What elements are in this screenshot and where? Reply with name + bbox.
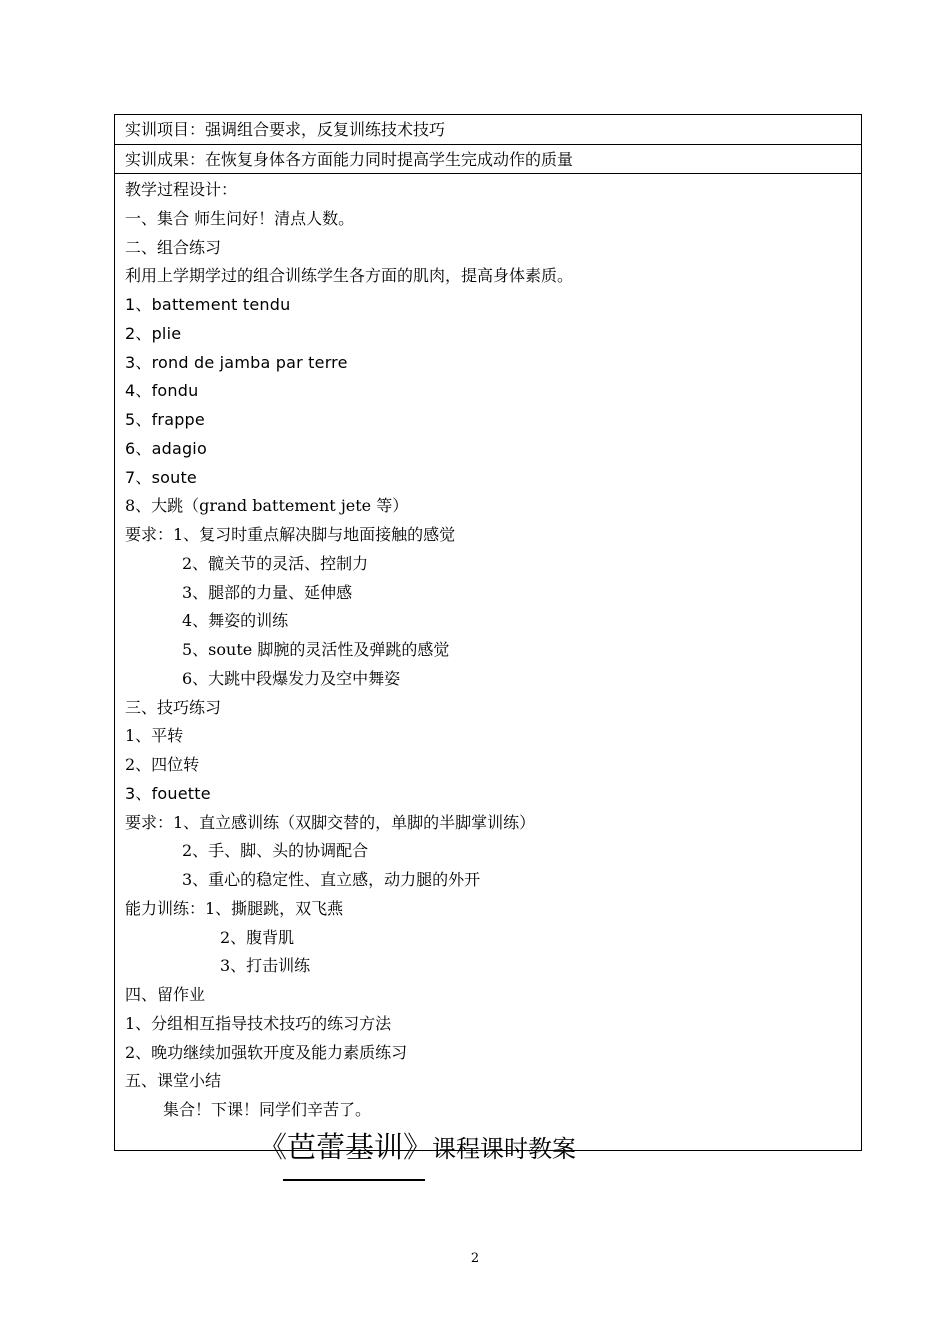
- skill-item: 3、fouette: [125, 783, 211, 803]
- course-subtitle: 课程课时教案: [432, 1135, 577, 1163]
- section-three: 三、技巧练习: [125, 697, 222, 717]
- page-number: 2: [470, 1251, 480, 1266]
- requirement-line: 5、soute 脚腕的灵活性及弹跳的感觉: [182, 640, 450, 659]
- combo-item: 2、plie: [125, 323, 182, 343]
- section-two: 二、组合练习: [125, 237, 222, 257]
- section-four: 四、留作业: [125, 985, 206, 1004]
- course-title-line: [258, 1125, 576, 1166]
- requirement-line: 2、手、脚、头的协调配合: [182, 841, 369, 861]
- lesson-plan-table: [114, 114, 862, 1151]
- skill-item: 1、平转: [125, 726, 184, 746]
- combo-item: 3、rond de jamba par terre: [125, 352, 348, 372]
- requirement-line: 要求：1、复习时重点解决脚与地面接触的感觉: [125, 525, 456, 544]
- homework-item: 2、晚功继续加强软开度及能力素质练习: [125, 1042, 408, 1062]
- process-heading: 教学过程设计：: [125, 180, 238, 199]
- combo-item: 1、battement tendu: [125, 295, 291, 314]
- title-underline: [283, 1179, 425, 1181]
- requirement-line: 3、重心的稳定性、直立感，动力腿的外开: [182, 870, 481, 889]
- homework-item: 1、分组相互指导技术技巧的练习方法: [125, 1013, 392, 1033]
- combo-item: 6、adagio: [125, 438, 207, 458]
- combo-item: 4、fondu: [125, 381, 199, 401]
- section-two-intro: 利用上学期学过的组合训练学生各方面的肌肉，提高身体素质。: [125, 266, 574, 286]
- ability-training-line: 2、腹背肌: [220, 927, 295, 947]
- summary-line: 集合！下课！同学们辛苦了。: [163, 1100, 372, 1119]
- combo-item: 8、大跳（grand battement jete 等）: [125, 496, 409, 516]
- requirement-line: 4、舞姿的训练: [182, 611, 289, 631]
- teaching-process-cell: [125, 176, 851, 1125]
- course-title: 《芭蕾基训》: [258, 1130, 433, 1164]
- section-five: 五、课堂小结: [125, 1071, 222, 1091]
- requirement-line: 6、大跳中段爆发力及空中舞姿: [182, 668, 401, 688]
- training-project-row: 实训项目：强调组合要求，反复训练技术技巧: [115, 115, 861, 145]
- combo-item: 5、frappe: [125, 410, 205, 429]
- combo-item: 7、soute: [125, 467, 197, 487]
- requirement-line: 3、腿部的力量、延伸感: [182, 582, 353, 602]
- ability-training-line: 3、打击训练: [220, 956, 311, 976]
- ability-training-line: 能力训练：1、撕腿跳，双飞燕: [125, 898, 344, 918]
- section-one: 一、集合 师生问好！清点人数。: [125, 208, 355, 228]
- requirement-line: 2、髋关节的灵活、控制力: [182, 553, 369, 573]
- training-result-row: 实训成果：在恢复身体各方面能力同时提高学生完成动作的质量: [115, 145, 861, 174]
- skill-item: 2、四位转: [125, 755, 200, 774]
- requirement-line: 要求：1、直立感训练（双脚交替的，单脚的半脚掌训练）: [125, 812, 536, 832]
